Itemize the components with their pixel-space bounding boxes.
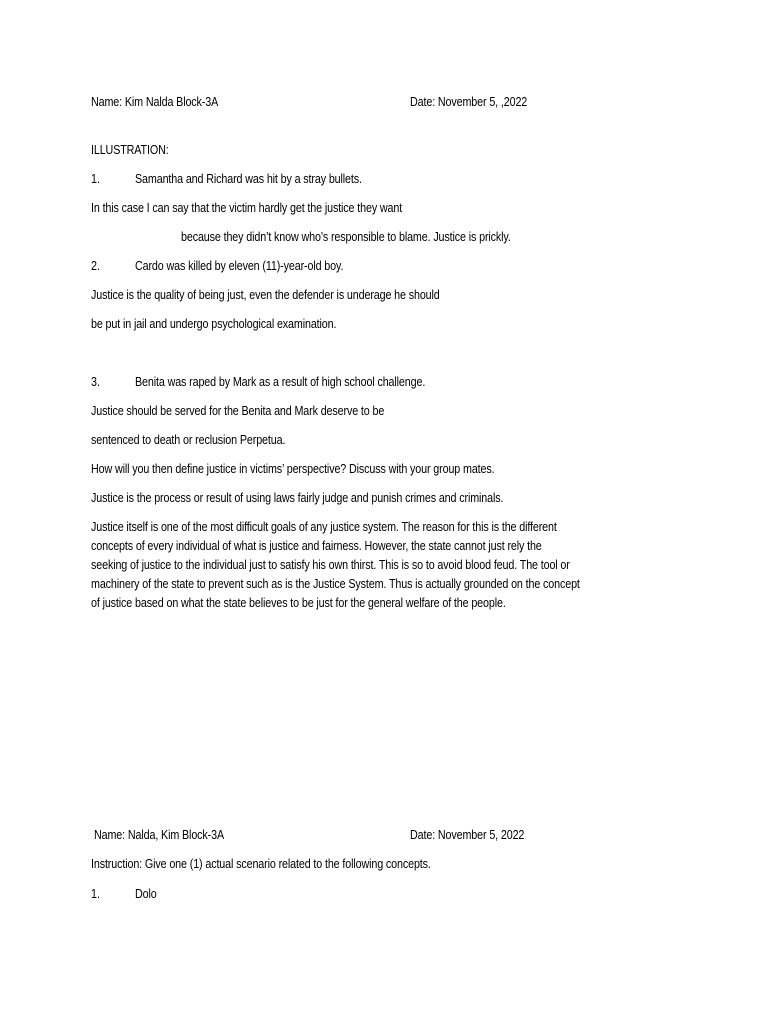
discussion-line: Justice itself is one of the most difficult goals of any justice system. The reason for this is the different <box>91 520 557 534</box>
discussion-line: seeking of justice to the individual just to satisfy his own thirst. This is so to avoid blood feud. The tool or <box>91 558 570 572</box>
concept-label: Dolo <box>135 887 157 901</box>
item-answer-line: be put in jail and undergo psychological examination. <box>91 317 337 331</box>
item-answer-line: Justice should be served for the Benita and Mark deserve to be <box>91 404 385 418</box>
item-answer-line: In this case I can say that the victim hardly get the justice they want <box>91 201 403 215</box>
item-scenario: Samantha and Richard was hit by a stray bullets. <box>135 172 362 186</box>
name-line: Name: Kim Nalda Block-3A <box>91 95 219 109</box>
name-line: Name: Nalda, Kim Block-3A <box>94 828 225 842</box>
illustration-heading: ILLUSTRATION: <box>91 143 169 157</box>
date-line: Date: November 5, 2022 <box>410 828 525 842</box>
definition-line: Justice is the process or result of using laws fairly judge and punish crimes and criminals. <box>91 491 504 505</box>
item-number: 1. <box>91 172 100 186</box>
item-number: 1. <box>91 887 100 901</box>
item-number: 2. <box>91 259 100 273</box>
date-line: Date: November 5, ,2022 <box>410 95 528 109</box>
item-answer-line: because they didn’t know who’s responsible to blame. Justice is prickly. <box>181 230 511 244</box>
item-number: 3. <box>91 375 100 389</box>
discussion-line: of justice based on what the state believes to be just for the general welfare of the people. <box>91 596 506 610</box>
item-scenario: Cardo was killed by eleven (11)-year-old boy. <box>135 259 344 273</box>
question-line: How will you then define justice in victims’ perspective? Discuss with your group mates. <box>91 462 495 476</box>
item-answer-line: Justice is the quality of being just, even the defender is underage he should <box>91 288 440 302</box>
discussion-line: concepts of every individual of what is justice and fairness. However, the state cannot just rely the <box>91 539 542 553</box>
discussion-line: machinery of the state to prevent such as is the Justice System. Thus is actually grounded on the concept <box>91 577 580 591</box>
item-answer-line: sentenced to death or reclusion Perpetua. <box>91 433 286 447</box>
item-scenario: Benita was raped by Mark as a result of high school challenge. <box>135 375 426 389</box>
instruction-line: Instruction: Give one (1) actual scenario related to the following concepts. <box>91 857 431 871</box>
